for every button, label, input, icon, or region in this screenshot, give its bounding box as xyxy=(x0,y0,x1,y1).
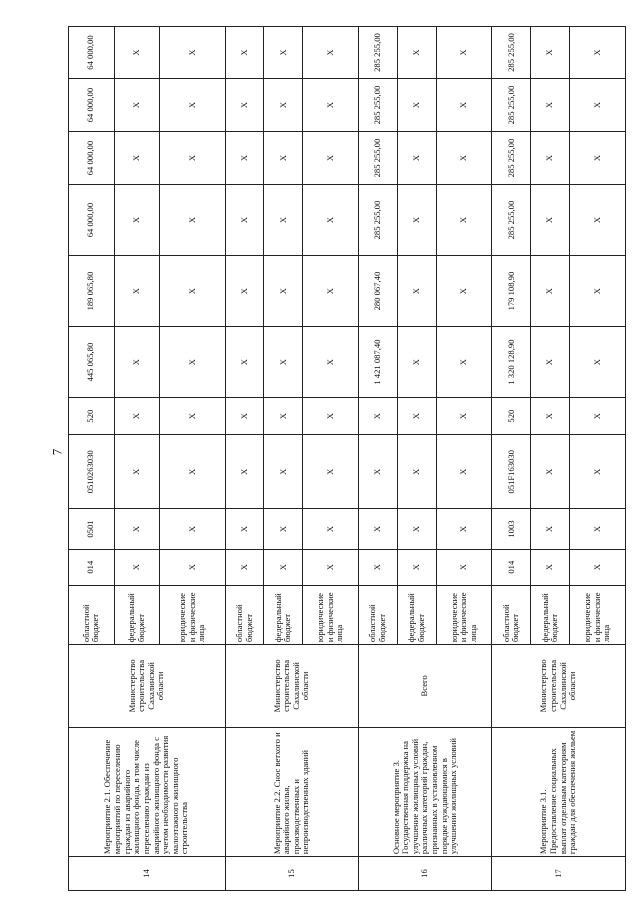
value-cell: 280 067,40 xyxy=(359,256,398,327)
value-cell: 1 320 128,90 xyxy=(492,327,531,398)
value-cell: X xyxy=(359,398,398,435)
activity-name: Мероприятие 2.1. Обеспечение мероприятий по переселению граждан из аварийного жилищного фонда, в том числе переселению граждан из аварийного жилищного фонда с учетом необходимости развития малоэтажного жилищного строительства xyxy=(69,727,226,856)
activity-name: Мероприятие 3.1. Предоставление социальных выплат отдельным категориям граждан для обеспечения жильем xyxy=(492,727,626,856)
budget-table xyxy=(68,26,626,891)
value-cell: X xyxy=(225,27,264,79)
value-cell: X xyxy=(570,27,626,79)
funding-source: областной бюджет xyxy=(492,585,531,644)
value-cell: 520 xyxy=(492,398,531,435)
row-number: 17 xyxy=(492,857,626,891)
value-cell: X xyxy=(303,185,359,256)
value-cell: X xyxy=(160,435,225,509)
value-cell: X xyxy=(531,398,570,435)
funding-source: федеральный бюджет xyxy=(397,585,436,644)
value-cell: X xyxy=(264,132,303,185)
value-cell: X xyxy=(359,549,398,585)
value-cell: 285 255,00 xyxy=(359,79,398,132)
value-cell: X xyxy=(397,79,436,132)
funding-source: юридические и физические лица xyxy=(160,585,225,644)
value-cell: 285 255,00 xyxy=(492,79,531,132)
activity-name: Основное мероприятие 3. Государственная поддержка на улучшение жилищных условий различных категорий граждан, признанных в установленном порядке нуждающимися в улучшении жилищных условий xyxy=(359,727,492,856)
value-cell: X xyxy=(114,132,160,185)
value-cell: 64 000,00 xyxy=(69,79,115,132)
executor-name: Всего xyxy=(359,645,492,728)
value-cell: X xyxy=(303,27,359,79)
value-cell: X xyxy=(570,327,626,398)
value-cell: X xyxy=(436,185,492,256)
value-cell: X xyxy=(264,256,303,327)
value-cell: X xyxy=(114,398,160,435)
value-cell: X xyxy=(531,327,570,398)
value-cell: X xyxy=(531,185,570,256)
value-cell: X xyxy=(570,435,626,509)
value-cell: X xyxy=(160,549,225,585)
value-cell: 64 000,00 xyxy=(69,27,115,79)
value-cell: X xyxy=(225,549,264,585)
value-cell: X xyxy=(114,435,160,509)
value-cell: X xyxy=(225,79,264,132)
value-cell: X xyxy=(303,549,359,585)
funding-source: областной бюджет xyxy=(69,585,115,644)
value-cell: 64 000,00 xyxy=(69,185,115,256)
value-cell: 0501 xyxy=(69,509,115,549)
value-cell: X xyxy=(531,79,570,132)
table-row xyxy=(359,27,398,891)
value-cell: X xyxy=(160,185,225,256)
value-cell: X xyxy=(225,509,264,549)
value-cell: X xyxy=(225,132,264,185)
value-cell: X xyxy=(264,79,303,132)
value-cell: X xyxy=(160,27,225,79)
executor-name: Министерство строительства Сахалинской области xyxy=(225,645,358,728)
funding-source: юридические и физические лица xyxy=(303,585,359,644)
value-cell: X xyxy=(114,185,160,256)
value-cell: 189 065,80 xyxy=(69,256,115,327)
funding-source: федеральный бюджет xyxy=(264,585,303,644)
value-cell: X xyxy=(436,27,492,79)
value-cell: X xyxy=(570,509,626,549)
value-cell: X xyxy=(570,256,626,327)
value-cell: X xyxy=(225,398,264,435)
value-cell: X xyxy=(303,398,359,435)
value-cell: X xyxy=(436,327,492,398)
value-cell: X xyxy=(397,327,436,398)
value-cell: X xyxy=(264,327,303,398)
value-cell: X xyxy=(114,256,160,327)
value-cell: X xyxy=(397,435,436,509)
value-cell: X xyxy=(436,132,492,185)
value-cell: X xyxy=(303,132,359,185)
value-cell: 520 xyxy=(69,398,115,435)
value-cell: X xyxy=(114,27,160,79)
value-cell: 445 065,80 xyxy=(69,327,115,398)
row-number: 16 xyxy=(359,857,492,891)
value-cell: X xyxy=(531,509,570,549)
value-cell: X xyxy=(264,27,303,79)
table-row xyxy=(69,27,115,891)
value-cell: X xyxy=(160,132,225,185)
value-cell: X xyxy=(397,509,436,549)
row-number: 15 xyxy=(225,857,358,891)
value-cell: X xyxy=(160,398,225,435)
value-cell: X xyxy=(397,256,436,327)
value-cell: X xyxy=(264,398,303,435)
value-cell: X xyxy=(114,549,160,585)
value-cell: X xyxy=(531,27,570,79)
table-row xyxy=(225,27,264,891)
value-cell: X xyxy=(531,256,570,327)
value-cell: 285 255,00 xyxy=(492,185,531,256)
funding-source: областной бюджет xyxy=(225,585,264,644)
funding-source: юридические и физические лица xyxy=(570,585,626,644)
rotated-table-wrapper xyxy=(68,26,626,891)
executor-name: Министерство строительства Сахалинской области xyxy=(492,645,626,728)
funding-source: юридические и физические лица xyxy=(436,585,492,644)
value-cell: 179 108,90 xyxy=(492,256,531,327)
value-cell: X xyxy=(264,509,303,549)
value-cell: X xyxy=(114,79,160,132)
value-cell: X xyxy=(303,327,359,398)
value-cell: X xyxy=(436,256,492,327)
value-cell: X xyxy=(570,549,626,585)
value-cell: X xyxy=(359,509,398,549)
value-cell: X xyxy=(436,435,492,509)
value-cell: 014 xyxy=(492,549,531,585)
value-cell: X xyxy=(397,398,436,435)
value-cell: X xyxy=(531,435,570,509)
value-cell: X xyxy=(264,185,303,256)
value-cell: X xyxy=(436,398,492,435)
value-cell: X xyxy=(225,327,264,398)
activity-name: Мероприятие 2.2. Снос ветхого и аварийного жилья, производственных и непроизводственных зданий xyxy=(225,727,358,856)
row-number: 14 xyxy=(69,857,226,891)
value-cell: X xyxy=(436,79,492,132)
value-cell: X xyxy=(114,509,160,549)
value-cell: X xyxy=(436,549,492,585)
value-cell: X xyxy=(160,327,225,398)
value-cell: X xyxy=(303,435,359,509)
value-cell: 285 255,00 xyxy=(492,27,531,79)
value-cell: X xyxy=(359,435,398,509)
value-cell: 285 255,00 xyxy=(492,132,531,185)
value-cell: X xyxy=(225,256,264,327)
value-cell: 64 000,00 xyxy=(69,132,115,185)
value-cell: X xyxy=(397,549,436,585)
value-cell: X xyxy=(436,509,492,549)
value-cell: X xyxy=(303,509,359,549)
value-cell: 1 421 087,40 xyxy=(359,327,398,398)
value-cell: X xyxy=(397,132,436,185)
funding-source: областной бюджет xyxy=(359,585,398,644)
value-cell: X xyxy=(570,79,626,132)
executor-name: Министерство строительства Сахалинской области xyxy=(69,645,226,728)
value-cell: X xyxy=(264,549,303,585)
funding-source: федеральный бюджет xyxy=(114,585,160,644)
value-cell: 0510263030 xyxy=(69,435,115,509)
value-cell: 051F163030 xyxy=(492,435,531,509)
value-cell: X xyxy=(531,132,570,185)
value-cell: X xyxy=(225,435,264,509)
value-cell: X xyxy=(397,185,436,256)
table-row xyxy=(492,27,531,891)
value-cell: X xyxy=(531,549,570,585)
value-cell: 014 xyxy=(69,549,115,585)
value-cell: X xyxy=(570,132,626,185)
page-number: 7 xyxy=(49,448,64,456)
value-cell: X xyxy=(225,185,264,256)
value-cell: X xyxy=(264,435,303,509)
value-cell: X xyxy=(303,79,359,132)
value-cell: X xyxy=(303,256,359,327)
value-cell: X xyxy=(397,27,436,79)
funding-source: федеральный бюджет xyxy=(531,585,570,644)
value-cell: 285 255,00 xyxy=(359,185,398,256)
value-cell: X xyxy=(570,398,626,435)
value-cell: X xyxy=(160,256,225,327)
value-cell: X xyxy=(160,509,225,549)
value-cell: 285 255,00 xyxy=(359,132,398,185)
value-cell: 1003 xyxy=(492,509,531,549)
value-cell: X xyxy=(114,327,160,398)
value-cell: X xyxy=(570,185,626,256)
value-cell: X xyxy=(160,79,225,132)
value-cell: 285 255,00 xyxy=(359,27,398,79)
